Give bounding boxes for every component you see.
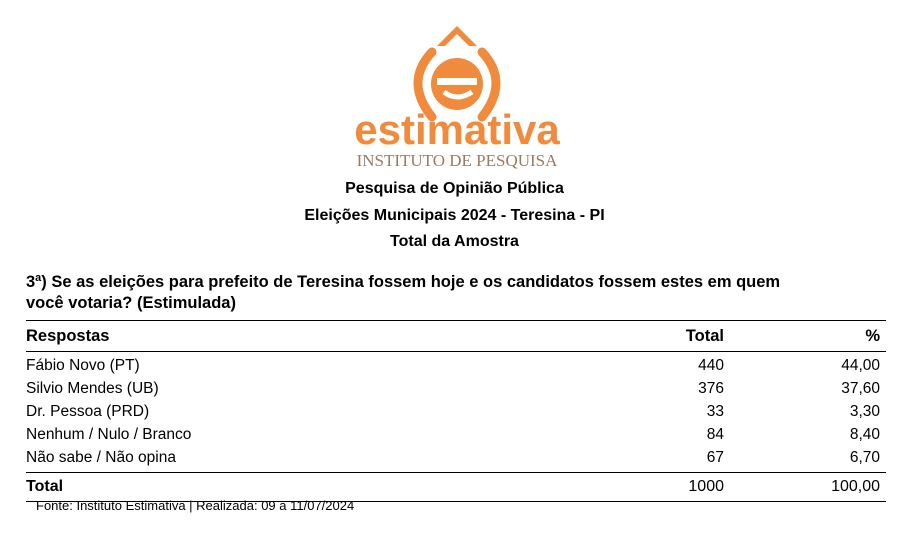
heading-title: Pesquisa de Opinião Pública xyxy=(345,180,564,197)
header-total: Total xyxy=(685,327,724,345)
row-answer: Fábio Novo (PT) xyxy=(26,357,140,374)
total-label: Total xyxy=(26,478,64,495)
table-row xyxy=(26,400,886,423)
table-header xyxy=(26,320,886,352)
estimativa-logo xyxy=(336,22,578,172)
row-total: 376 xyxy=(698,380,724,397)
heading-election: Eleições Municipais 2024 - Teresina - PI xyxy=(304,206,605,224)
table-row xyxy=(26,446,886,469)
table-row xyxy=(26,354,886,377)
row-percent: 8,40 xyxy=(849,426,880,443)
question-text xyxy=(26,272,886,314)
question-line-1: 3ª) Se as eleições para prefeito de Teresina fossem hoje e os candidatos fossem estes em quem xyxy=(26,273,781,291)
row-total: 33 xyxy=(706,403,724,420)
row-percent: 44,00 xyxy=(841,357,880,374)
heading-sample: Total da Amostra xyxy=(390,233,519,250)
results-table xyxy=(26,320,886,502)
table-row xyxy=(26,423,886,446)
total-count: 1000 xyxy=(688,478,724,495)
table-row xyxy=(26,377,886,400)
header-percent: % xyxy=(865,327,880,345)
row-answer: Silvio Mendes (UB) xyxy=(26,380,159,397)
table-body xyxy=(26,352,886,472)
row-total: 84 xyxy=(706,426,724,443)
row-answer: Dr. Pessoa (PRD) xyxy=(26,403,150,420)
total-percent: 100,00 xyxy=(831,478,880,495)
row-total: 67 xyxy=(706,449,724,466)
row-percent: 6,70 xyxy=(849,449,880,466)
row-answer: Nenhum / Nulo / Branco xyxy=(26,426,192,443)
report-headings xyxy=(0,176,909,256)
row-total: 440 xyxy=(698,357,724,374)
header-respostas: Respostas xyxy=(26,327,110,345)
source-note: Fonte: Instituto Estimativa | Realizada: 09 a 11/07/2024 xyxy=(36,498,355,513)
question-line-2: você votaria? (Estimulada) xyxy=(26,294,236,312)
brand-wordmark: estimativa xyxy=(354,106,560,153)
circumflex-icon xyxy=(437,26,477,46)
row-answer: Não sabe / Não opina xyxy=(26,449,176,466)
row-percent: 3,30 xyxy=(849,403,880,420)
brand-subtitle: INSTITUTO DE PESQUISA xyxy=(356,151,558,170)
logo-graphic xyxy=(336,22,578,172)
row-percent: 37,60 xyxy=(841,380,880,397)
